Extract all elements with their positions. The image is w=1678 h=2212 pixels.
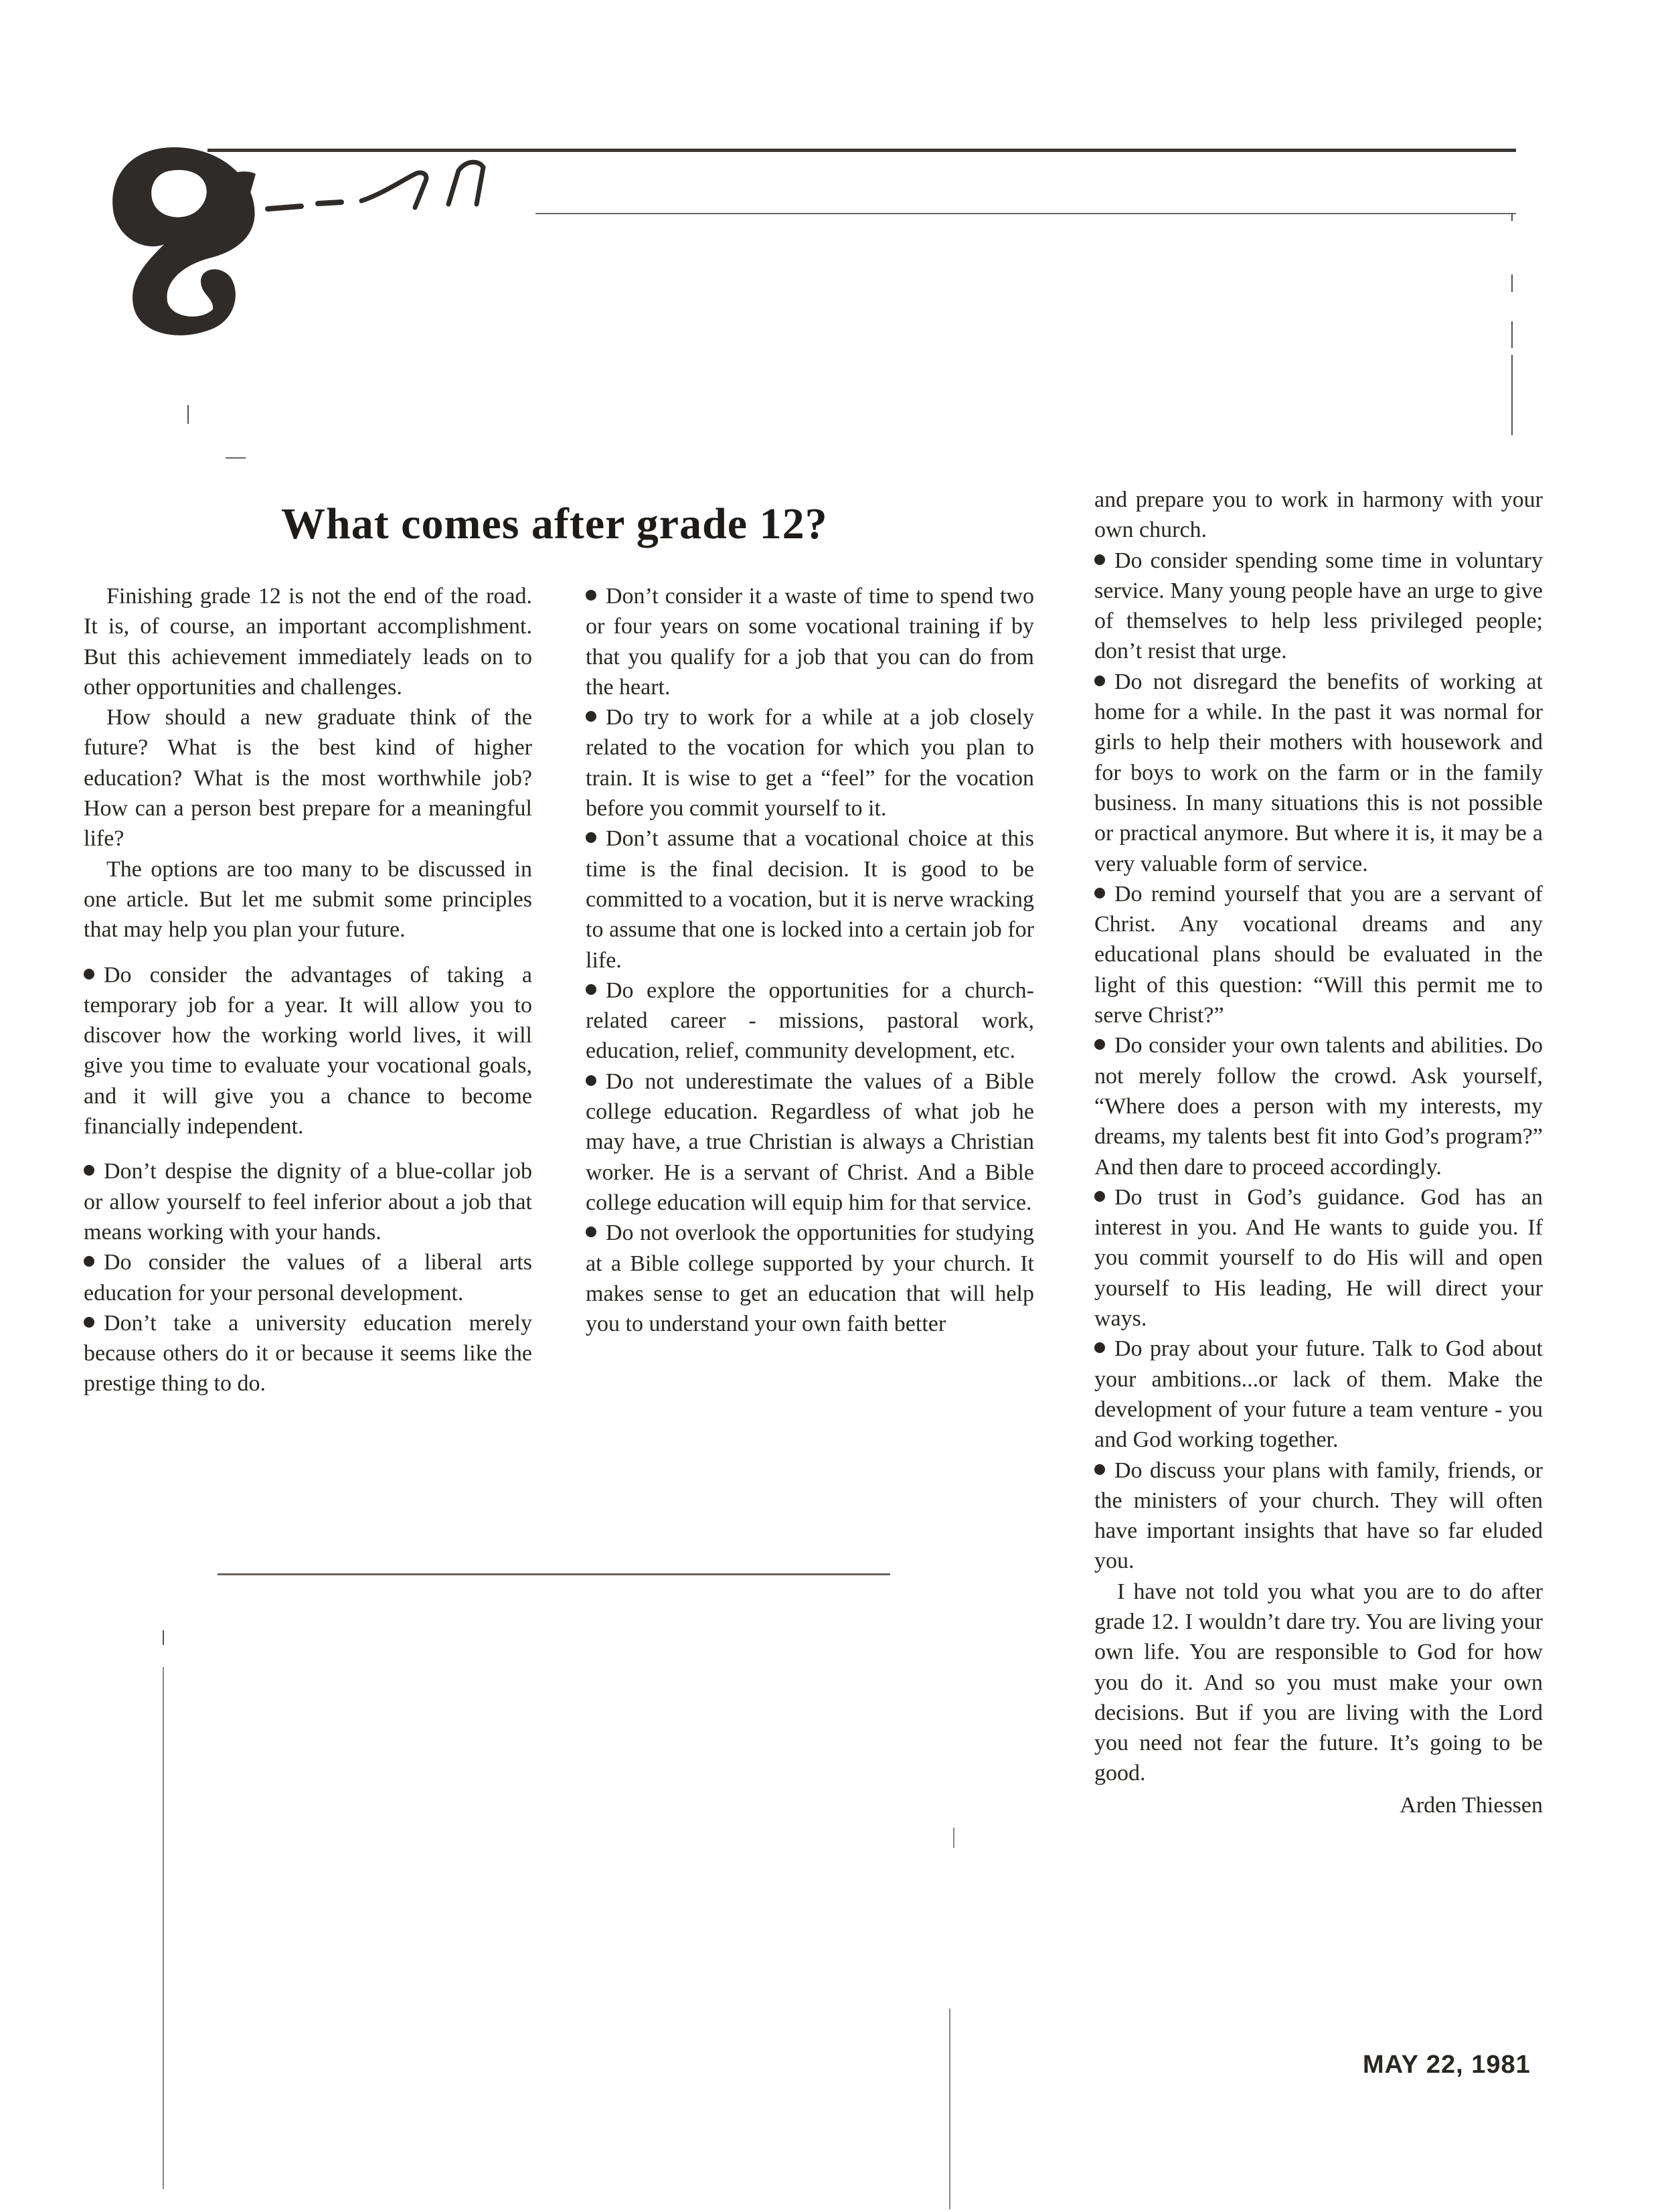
masthead-right-edge-long: [1511, 355, 1513, 435]
bullet-item: [1094, 1334, 1543, 1455]
bullet-item: [586, 1218, 1034, 1339]
bullet-icon: [586, 590, 596, 601]
article-headline: What comes after grade 12?: [281, 499, 828, 548]
bullet-icon: [84, 1165, 94, 1176]
masthead-right-edge-mark-2: [1511, 321, 1513, 348]
bullet-text: Do discuss your plans with family, friends, or the ministers of your church. They will often have important insights that have so far eluded you.: [1094, 1457, 1543, 1574]
bullet-item: [1094, 1455, 1543, 1577]
masthead-inner-rule: [535, 213, 1516, 214]
lower-left-mark: [163, 1630, 164, 1645]
bullet-icon: [586, 1075, 596, 1086]
bullet-text: Do not overlook the opportunities for studying at a Bible college supported by your church. It makes sense to get an education that will help you to understand your own faith better: [586, 1220, 1034, 1337]
bullet-text: Don’t despise the dignity of a blue-collar job or allow yourself to feel inferior about a job that means working with your hands.: [84, 1159, 532, 1245]
bullet-icon: [84, 1256, 94, 1267]
paragraph: Finishing grade 12 is not the end of the road. It is, of course, an important accomplishment. But this achievement immediately leads on to other opportunities and challenges.: [84, 584, 532, 700]
bullet-text: Do consider your own talents and abilities. Do not merely follow the crowd. Ask yourself, “Where does a person with my interests, my dreams, my talents best fit into God’s program?” And then dare to proceed accordingly.: [1094, 1033, 1543, 1180]
bullet-icon: [1094, 554, 1105, 565]
bullet-item: [1094, 879, 1543, 1030]
author-signature: Arden Thiessen: [1400, 1792, 1543, 1818]
bullet-icon: [586, 832, 596, 843]
bullet-item: [84, 1247, 532, 1308]
masthead-left-mark: [187, 405, 189, 424]
bullet-item: [84, 1308, 532, 1399]
column-divider-mark: [953, 1828, 954, 1848]
bullet-item: [1094, 546, 1543, 667]
bullet-text: Don’t take a university education merely because others do it or because it seems like the prestige thing to do.: [84, 1310, 532, 1397]
bullet-icon: [586, 984, 596, 995]
column-bottom-rule: [218, 1573, 890, 1575]
paragraph: I have not told you what you are to do after grade 12. I wouldn’t dare try. You are living your own life. You are responsible to God for how you do it. And so you must make your own decisions. But if you are living with the Lord you need not fear the future. It’s going to be good.: [1094, 1579, 1543, 1786]
bullet-text: Do consider spending some time in voluntary service. Many young people have an urge to give of themselves to help less privileged people; don’t resist that urge.: [1094, 548, 1543, 664]
bullet-icon: [586, 1227, 596, 1237]
paragraph: How should a new graduate think of the future? What is the best kind of higher education? What is the most worthwhile job? How can a person best prepare for a meaningful life?: [84, 705, 532, 852]
bullet-text: Do trust in God’s guidance. God has an interest in you. And He wants to guide you. If you commit yourself to do His will and open yourself to His leading, He will direct your ways.: [1094, 1184, 1543, 1332]
paragraph: The options are too many to be discussed in one article. But let me submit some principles that may help you plan your future.: [84, 856, 532, 943]
bullet-text: Don’t consider it a waste of time to spend two or four years on some vocational training if by that you qualify for a job that you can do from the heart.: [586, 584, 1034, 700]
bullet-icon: [1094, 1464, 1105, 1475]
bullet-text: Don’t assume that a vocational choice at this time is the final decision. It is good to be committed to a vocation, but it is nerve wracking to assume that one is locked into a certain job for life.: [586, 826, 1034, 973]
bullet-icon: [84, 1317, 94, 1328]
bullet-item: [586, 823, 1034, 975]
article-column-2: [586, 581, 1034, 1339]
bullet-text: Do remind yourself that you are a servant of Christ. Any vocational dreams and any educational plans should be evaluated in the light of this question: “Will this permit me to serve Christ?”: [1094, 881, 1543, 1028]
masthead-right-edge-mark: [1511, 274, 1513, 292]
bullet-item: [84, 960, 532, 1142]
page-date: MAY 22, 1981: [1363, 2051, 1531, 2079]
paragraph: and prepare you to work in harmony with your own church.: [1094, 487, 1543, 543]
bullet-text: Do consider the advantages of taking a temporary job for a year. It will allow you to discover how the working world lives, it will give you time to evaluate your vocational goals, and it will give you a chance to become financially independent.: [84, 962, 532, 1139]
bullet-text: Do try to work for a while at a job closely related to the vocation for which you plan to train. It is wise to get a “feel” for the vocation before you commit yourself to it.: [586, 705, 1034, 821]
lower-left-edge: [163, 1667, 164, 2189]
article-column-1: [84, 581, 532, 1399]
bullet-text: Do consider the values of a liberal arts education for your personal development.: [84, 1250, 532, 1306]
bullet-icon: [84, 969, 94, 979]
bullet-icon: [1094, 888, 1105, 898]
masthead-right-edge: [1511, 213, 1513, 221]
bullet-text: Do pray about your future. Talk to God about your ambitions...or lack of them. Make the development of your future a team venture - you and God working together.: [1094, 1336, 1543, 1453]
bullet-item: [1094, 1182, 1543, 1334]
article-column-3: [1094, 485, 1543, 1820]
masthead-dash: [226, 457, 246, 459]
bullet-text: Do explore the opportunities for a church-related career - missions, pastoral work, education, relief, community development, etc.: [586, 977, 1034, 1064]
bullet-item: [586, 975, 1034, 1066]
bullet-text: Do not underestimate the values of a Bible college education. Regardless of what job he may have, a true Christian is always a Christian worker. He is a servant of Christ. And a Bible college education will equip him for that service.: [586, 1069, 1034, 1215]
bullet-icon: [1094, 1191, 1105, 1202]
right-column-edge: [949, 2008, 950, 2209]
bullet-icon: [1094, 1039, 1105, 1050]
bullet-item: [586, 702, 1034, 823]
bullet-icon: [1094, 1342, 1105, 1353]
masthead-logo-icon: [100, 134, 542, 348]
bullet-item: [1094, 1030, 1543, 1182]
bullet-icon: [586, 711, 596, 722]
bullet-item: [586, 1066, 1034, 1218]
bullet-text: Do not disregard the benefits of working at home for a while. In the past it was normal for girls to help their mothers with housework and for boys to work on the farm or in the family business. In many situations this is not possible or practical anymore. But where it is, it may be a very valuable form of service.: [1094, 669, 1543, 876]
bullet-item: [586, 581, 1034, 702]
bullet-item: [84, 1156, 532, 1247]
bullet-item: [1094, 667, 1543, 879]
bullet-icon: [1094, 676, 1105, 686]
